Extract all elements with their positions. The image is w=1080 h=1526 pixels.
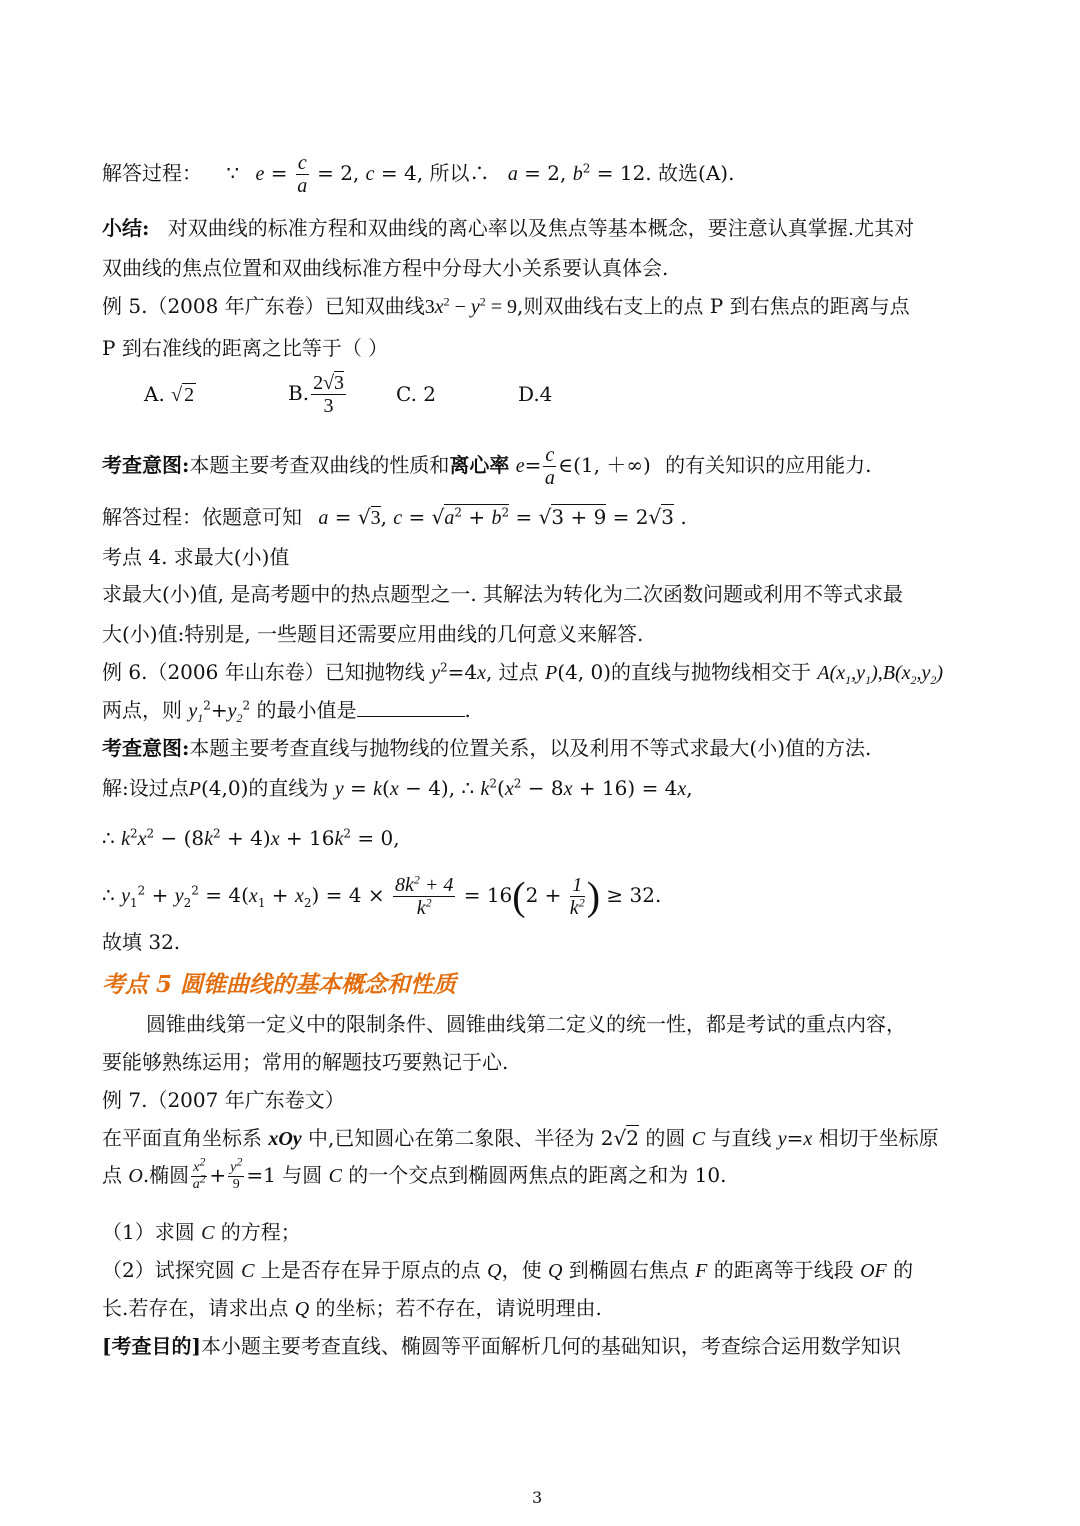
question-2-line-1: （2）试探究圆 C 上是否存在异于原点的点 Q，使 Q 到椭圆右焦点 F 的距离等于线段 OF 的 [102, 1258, 914, 1282]
point-4-title: 考点 4. 求最大(小)值 [102, 545, 290, 569]
point-5-text-1: 圆锥曲线第一定义中的限制条件、圆锥曲线第二定义的统一性，都是考试的重点内容， [146, 1012, 906, 1036]
question-2-line-2: 长.若存在，请求出点 Q 的坐标；若不存在，请说明理由. [102, 1296, 602, 1320]
solution-6-line-1: 解:设过点P(4,0)的直线为 y = k(x − 4), ∴ $k^2(x^2 - 8x + 16) = 4x$, [102, 776, 693, 800]
solution-6-line-2: ∴ $k^2x^2 - (8k^2 + 4)x + 16k^2 = 0$, [102, 826, 400, 850]
aim-line: [考查目的]本小题主要考查直线、椭圆等平面解析几何的基础知识，考查综合运用数学知识 [102, 1334, 901, 1358]
summary-label: 小结: [102, 216, 150, 240]
solution-5: 解答过程：依题意可知 a = √3, $c = √a^2 + b^2 = √3 + 9 = 2√3$ . [102, 505, 687, 529]
label: 解答过程： [102, 161, 202, 185]
option-b: B. $\frac{2√3}{3}$ [288, 372, 345, 417]
option-d: D.4 [518, 382, 553, 406]
example-5-line-2: P 到右准线的距离之比等于（ ） [102, 336, 389, 360]
section-heading-5: 考点 5 圆锥曲线的基本概念和性质 [102, 971, 457, 998]
fill-answer: 故填 32. [102, 930, 181, 954]
answer-blank [357, 698, 465, 717]
example-7-line-1: 在平面直角坐标系 xOy 中,已知圆心在第二象限、半径为 2√2 的圆 C 与直线 y=x 相切于坐标原 [102, 1126, 939, 1150]
point-5-text-2: 要能够熟练运用；常用的解题技巧要熟记于心. [102, 1050, 509, 1074]
intent-6: 考查意图:本题主要考查直线与抛物线的位置关系，以及利用不等式求最大(小)值的方法. [102, 736, 872, 760]
example-6-line-1: 例 6.（2006 年山东卷）已知抛物线 $y^2=4x$, 过点 P(4, 0)的直线与抛物线相交于 $A(x_1,y_1),B(x_2,y_2)$ [102, 660, 944, 687]
point-4-text-2: 大(小)值:特别是, 一些题目还需要应用曲线的几何意义来解答. [102, 622, 644, 646]
example-7-title: 例 7.（2007 年广东卷文） [102, 1088, 345, 1112]
question-1: （1）求圆 C 的方程； [102, 1220, 301, 1244]
solution-line-1: 解答过程： ∵ e = $\frac{c}{a}$ = 2, c = 4, 所以∴ a = 2, $b^2 = 12$. 故选(A). [102, 152, 735, 197]
option-c: C. 2 [396, 382, 437, 406]
example-7-line-2: 点 O.椭圆 $\frac{x^2}{a^2}$ + $\frac{y^2}{9}$ =1 与圆 C 的一个交点到椭圆两焦点的距离之和为 10. [102, 1154, 727, 1192]
point-4-text-1: 求最大(小)值, 是高考题中的热点题型之一. 其解法为转化为二次函数问题或利用不等式求最 [102, 582, 904, 606]
example-6-line-2: 两点，则 $y_1^2+y_2^2$ 的最小值是 . [102, 698, 471, 725]
summary-line-1: 小结: 对双曲线的标准方程和双曲线的离心率以及焦点等基本概念，要注意认真掌握.尤其对 [102, 216, 915, 240]
option-a: A. √ 2 [144, 382, 195, 406]
example-5-line-1: 例 5.（2008 年广东卷）已知双曲线$3x^2 - y^2 = 9$,则双曲线右支上的点 P 到右焦点的距离与点 [102, 294, 910, 318]
intent-5: 考查意图:本题主要考查双曲线的性质和离心率 e= $\frac{c}{a}$ ∈(1, ＋∞) 的有关知识的应用能力. [102, 444, 872, 489]
page-number: 3 [532, 1488, 543, 1507]
solution-6-line-3: ∴ $y_1^2 + y_2^2 = 4(x_1 + x_2) = 4$ × $\frac{8k^2 + 4}{k^2}$ = 16(2 + $\frac{1}{k^2}$ ) ≥ 32. [102, 872, 662, 919]
summary-line-2: 双曲线的焦点位置和双曲线标准方程中分母大小关系要认真体会. [102, 256, 669, 280]
